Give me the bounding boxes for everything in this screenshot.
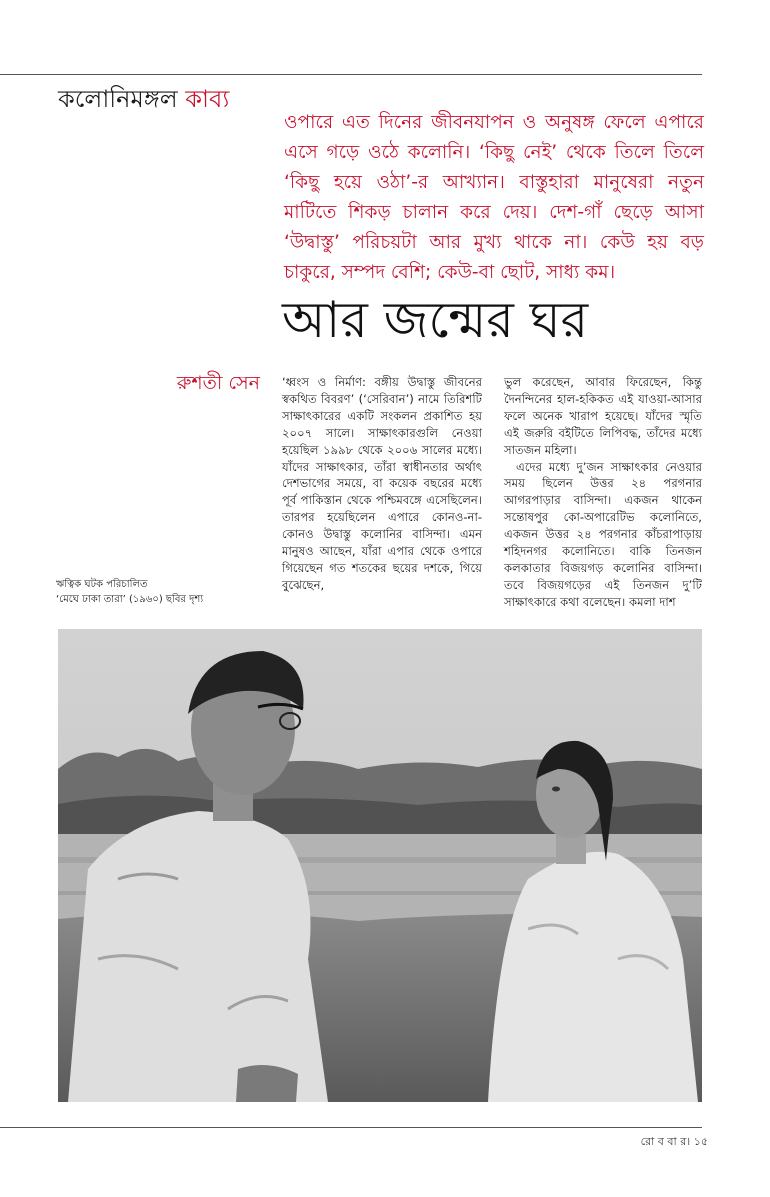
standfirst: ওপারে এত দিনের জীবনযাপন ও অনুষঙ্গ ফেলে এপারে এসে গড়ে ওঠে কলোনি। ‘কিছু নেই’ থেকে তিলে তিলে ‘কিছু হয়ে ওঠা’-র আখ্যান। বাস্তুহারা মানুষেরা নতুন মাটিতে শিকড় চালান করে দেয়। দেশ-গাঁ ছেড়ে আসা ‘উদ্বাস্তু’ পরিচয়টা আর মুখ্য থাকে না। কেউ হয় বড় চাকুরে, সম্পদ বেশি; কেউ-বা ছোট, সাধ্য কম। bbox=[284, 112, 704, 283]
section-kicker bbox=[58, 84, 229, 114]
body-paragraph: ভুল করেছেন, আবার ফিরেছেন, কিন্তু দৈনন্দিনের হাল-হকিকত এই যাওয়া-আসার ফলে অনেক খারাপ হয়েছে। যাঁদের স্মৃতি এই জরুরি বইটিতে লিপিবদ্ধ, তাঁদের মধ্যে সাতজন মহিলা। bbox=[504, 375, 702, 457]
caption-line-1: ঋত্বিক ঘটক পরিচালিত bbox=[56, 579, 148, 590]
film-still-photo bbox=[58, 629, 702, 1102]
body-column-2 bbox=[504, 374, 702, 611]
headline: আর জন্মের ঘর bbox=[282, 291, 589, 349]
film-still-illustration bbox=[58, 629, 702, 1102]
kicker-part1: কলোনিমঙ্গল bbox=[58, 85, 178, 113]
byline: রুশতী সেন bbox=[176, 372, 260, 394]
body-column-1 bbox=[282, 374, 482, 594]
body-paragraph: ‘ধ্বংস ও নির্মাণ: বঙ্গীয় উদ্বাস্তু জীবনের স্বকথিত বিবরণ’ (‘সেরিবান’) নামে তিরিশটি সাক্ষাৎকারের একটি সংকলন প্রকাশিত হয় ২০০৭ সালে। সাক্ষাৎকারগুলি নেওয়া হয়েছিল ১৯৯৮ থেকে ২০০৬ সালের মধ্যে। যাঁদের সাক্ষাৎকার, তাঁরা স্বাধীনতার অর্থাৎ দেশভাগের সময়ে, বা কয়েক বছরের মধ্যে পূর্ব পাকিস্তান থেকে পশ্চিমবঙ্গে এসেছিলেন। তারপর হয়েছিলেন এপারে কোনও-না-কোনও উদ্বাস্তু কলোনির বাসিন্দা। এমন মানুষও আছেন, যাঁরা এপার থেকে ওপারে গিয়েছেন গত শতকের ছয়ের দশকে, গিয়ে বুঝেছেন, bbox=[282, 375, 482, 592]
kicker-part2: কাব্য bbox=[185, 85, 230, 113]
top-rule bbox=[0, 74, 702, 75]
bottom-rule bbox=[0, 1127, 702, 1128]
body-paragraph: এদের মধ্যে দু’জন সাক্ষাৎকার নেওয়ার সময় ছিলেন উত্তর ২৪ পরগনার আগরপাড়ার বাসিন্দা। একজন থাকেন সন্তোষপুর কো-অপারেটিভ কলোনিতে, একজন উত্তর ২৪ পরগনার কাঁচরাপাড়ায় শহিদনগর কলোনিতে। বাকি তিনজন কলকাতার বিজয়গড় কলোনির বাসিন্দা। তবে বিজয়গড়ের এই তিনজন দু’টি সাক্ষাৎকারে কথা বলেছেন। কমলা দাশ bbox=[504, 459, 702, 609]
caption-line-2: ‘মেঘে ঢাকা তারা’ (১৯৬০) ছবির দৃশ্য bbox=[56, 594, 204, 605]
page-folio: রো ব বা র। ১৫ bbox=[640, 1135, 708, 1148]
photo-caption bbox=[56, 577, 256, 607]
